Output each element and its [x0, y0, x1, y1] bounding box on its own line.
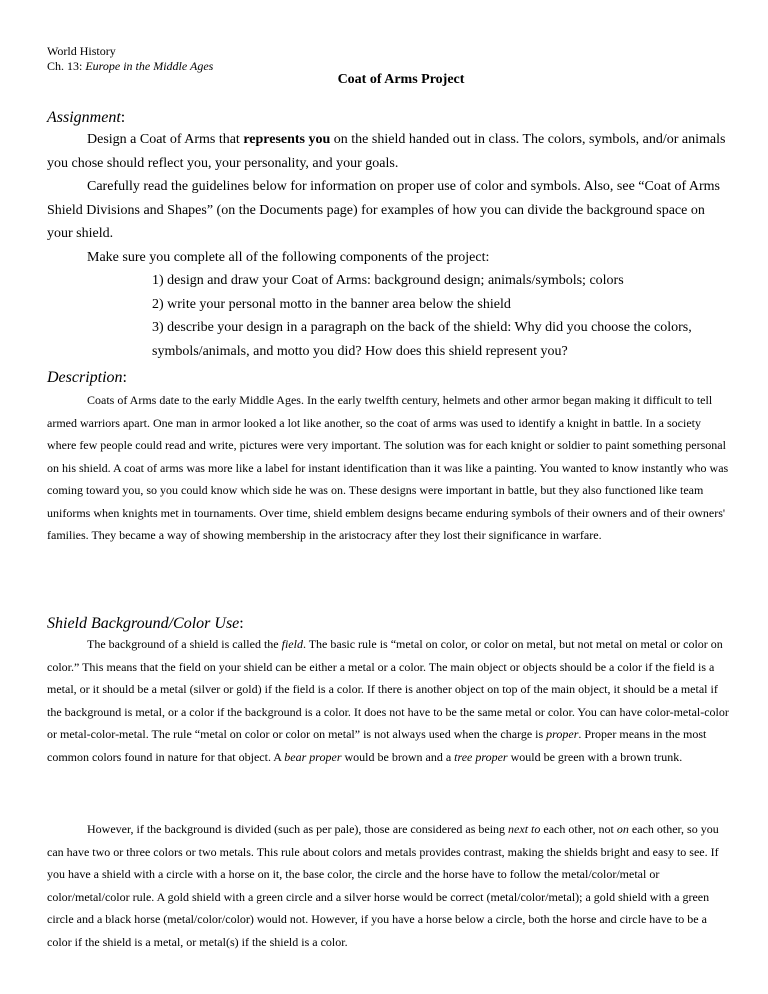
- shield-paragraph-2: However, if the background is divided (such as per pale), those are considered as being next to each other, not on each other, so you can have two or three colors or two metals. This rule about colors and metals provides contrast, making the shields bright and easy to see. If you have a shield with a circle with a horse on it, the base color, the circle and the horse have to follow the metal/color/metal or color/metal/color rule. A gold shield with a green circle and a silver horse would be correct (metal/color/metal); a gold shield with a green circle and a black horse (metal/color/color) would not. However, if you have a horse below a circle, both the horse and circle have to be a color if the shield is a metal, or metal(s) if the shield is a color.: [47, 822, 719, 949]
- assignment-paragraph-1: Design a Coat of Arms that represents you on the shield handed out in class. The colors, symbols, and/or animals you chose should reflect you, your personality, and your goals.: [47, 132, 726, 171]
- description-paragraph: Coats of Arms date to the early Middle Ages. In the early twelfth century, helmets and other armor began making it difficult to tell armed warriors apart. One man in armor looked a lot like another, so the coat of arms was used to identify a knight in battle. In a society where few people could read and write, pictures were very important. The solution was for each knight or soldier to paint something personal on his shield. A coat of arms was more like a label for instant identification than it was like a painting. You wanted to know instantly who was coming toward you, so you could know which side he was on. These designs were important in battle, but they also functioned like team uniforms when knights met in tournaments. Over time, shield emblem designs became enduring symbols of their owners and of their owners' families. They became a way of showing membership in the aristocracy after they lost their significance in warfare.: [47, 393, 729, 542]
- assignment-paragraph-3: Make sure you complete all of the following components of the project:: [87, 249, 490, 265]
- shield-body-2: [47, 818, 731, 953]
- chapter-prefix: Ch. 13:: [47, 59, 83, 73]
- shield-heading: Shield Background/Color Use:: [47, 615, 244, 632]
- course-name: World History: [47, 44, 116, 58]
- list-item: 1) design and draw your Coat of Arms: background design; animals/symbols; colors: [152, 273, 624, 288]
- assignment-body: [47, 128, 731, 363]
- list-item: 3) describe your design in a paragraph on the back of the shield: Why did you choose the colors,: [152, 320, 692, 335]
- list-item: 2) write your personal motto in the banner area below the shield: [152, 296, 511, 312]
- chapter-title: Europe in the Middle Ages: [85, 59, 214, 73]
- assignment-paragraph-2: Carefully read the guidelines below for information on proper use of color and symbols. Also, see “Coat of Arms Shield Divisions and Shapes” (on the Documents page) for examples of how you can divide the background space on your shield.: [47, 179, 720, 241]
- assignment-heading: Assignment:: [47, 109, 126, 126]
- description-heading: Description:: [47, 369, 127, 386]
- components-list: [47, 269, 731, 363]
- page-title: Coat of Arms Project: [337, 72, 465, 87]
- list-item-continuation: symbols/animals, and motto you did? How does this shield represent you?: [152, 343, 568, 359]
- description-body: [47, 389, 731, 547]
- shield-body-1: [47, 633, 731, 768]
- shield-paragraph-1: The background of a shield is called the field. The basic rule is “metal on color, or color on metal, but not metal on metal or color on color.” This means that the field on your shield can be either a metal or a color. The main object or objects should be a color if the field is a metal, or it should be a metal (silver or gold) if the field is a color. If there is another object on top of the main object, it should be a metal if the background is metal, or a color if the background is a color. It does not have to be the same metal or color. You can have color-metal-color or metal-color-metal. The rule “metal on color or color on metal” is not always used when the charge is proper. Proper means in the most common colors found in nature for that object. A bear proper would be brown and a tree proper would be green with a brown trunk.: [47, 637, 729, 764]
- course-header: [47, 44, 213, 74]
